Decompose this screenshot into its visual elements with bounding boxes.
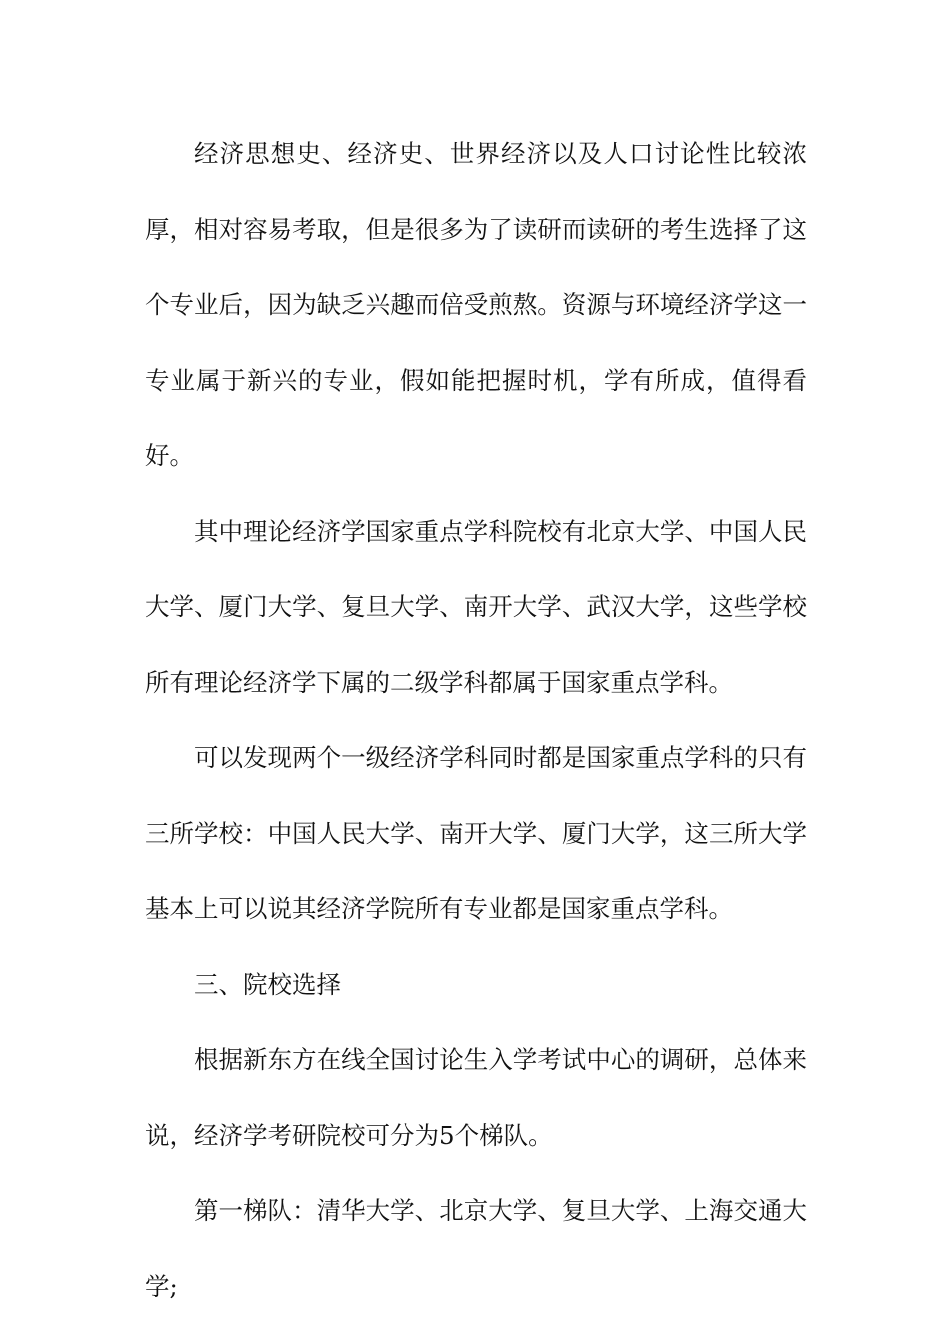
paragraph-first-tier: 第一梯队：清华大学、北京大学、复旦大学、上海交通大学; xyxy=(145,1196,807,1301)
paragraph-three-schools: 可以发现两个一级经济学科同时都是国家重点学科的只有三所学校：中国人民大学、南开大学、厦门大学，这三所大学基本上可以说其经济学院所有专业都是国家重点学科。 xyxy=(145,743,807,923)
document-body xyxy=(145,116,807,1324)
section-heading-school-selection: 三、院校选择 xyxy=(194,969,341,999)
paragraph-key-disciplines: 其中理论经济学国家重点学科院校有北京大学、中国人民大学、厦门大学、复旦大学、南开大学、武汉大学，这些学校所有理论经济学下属的二级学科都属于国家重点学科。 xyxy=(145,516,807,697)
paragraph-five-tiers: 根据新东方在线全国讨论生入学考试中心的调研，总体来说，经济学考研院校可分为5个梯队。 xyxy=(145,1045,807,1150)
paragraph-economics-subfields: 经济思想史、经济史、世界经济以及人口讨论性比较浓厚，相对容易考取，但是很多为了读研而读研的考生选择了这个专业后，因为缺乏兴趣而倍受煎熬。资源与环境经济学这一专业属于新兴的专业，假如能把握时机，学有所成，值得看好。 xyxy=(145,139,807,470)
